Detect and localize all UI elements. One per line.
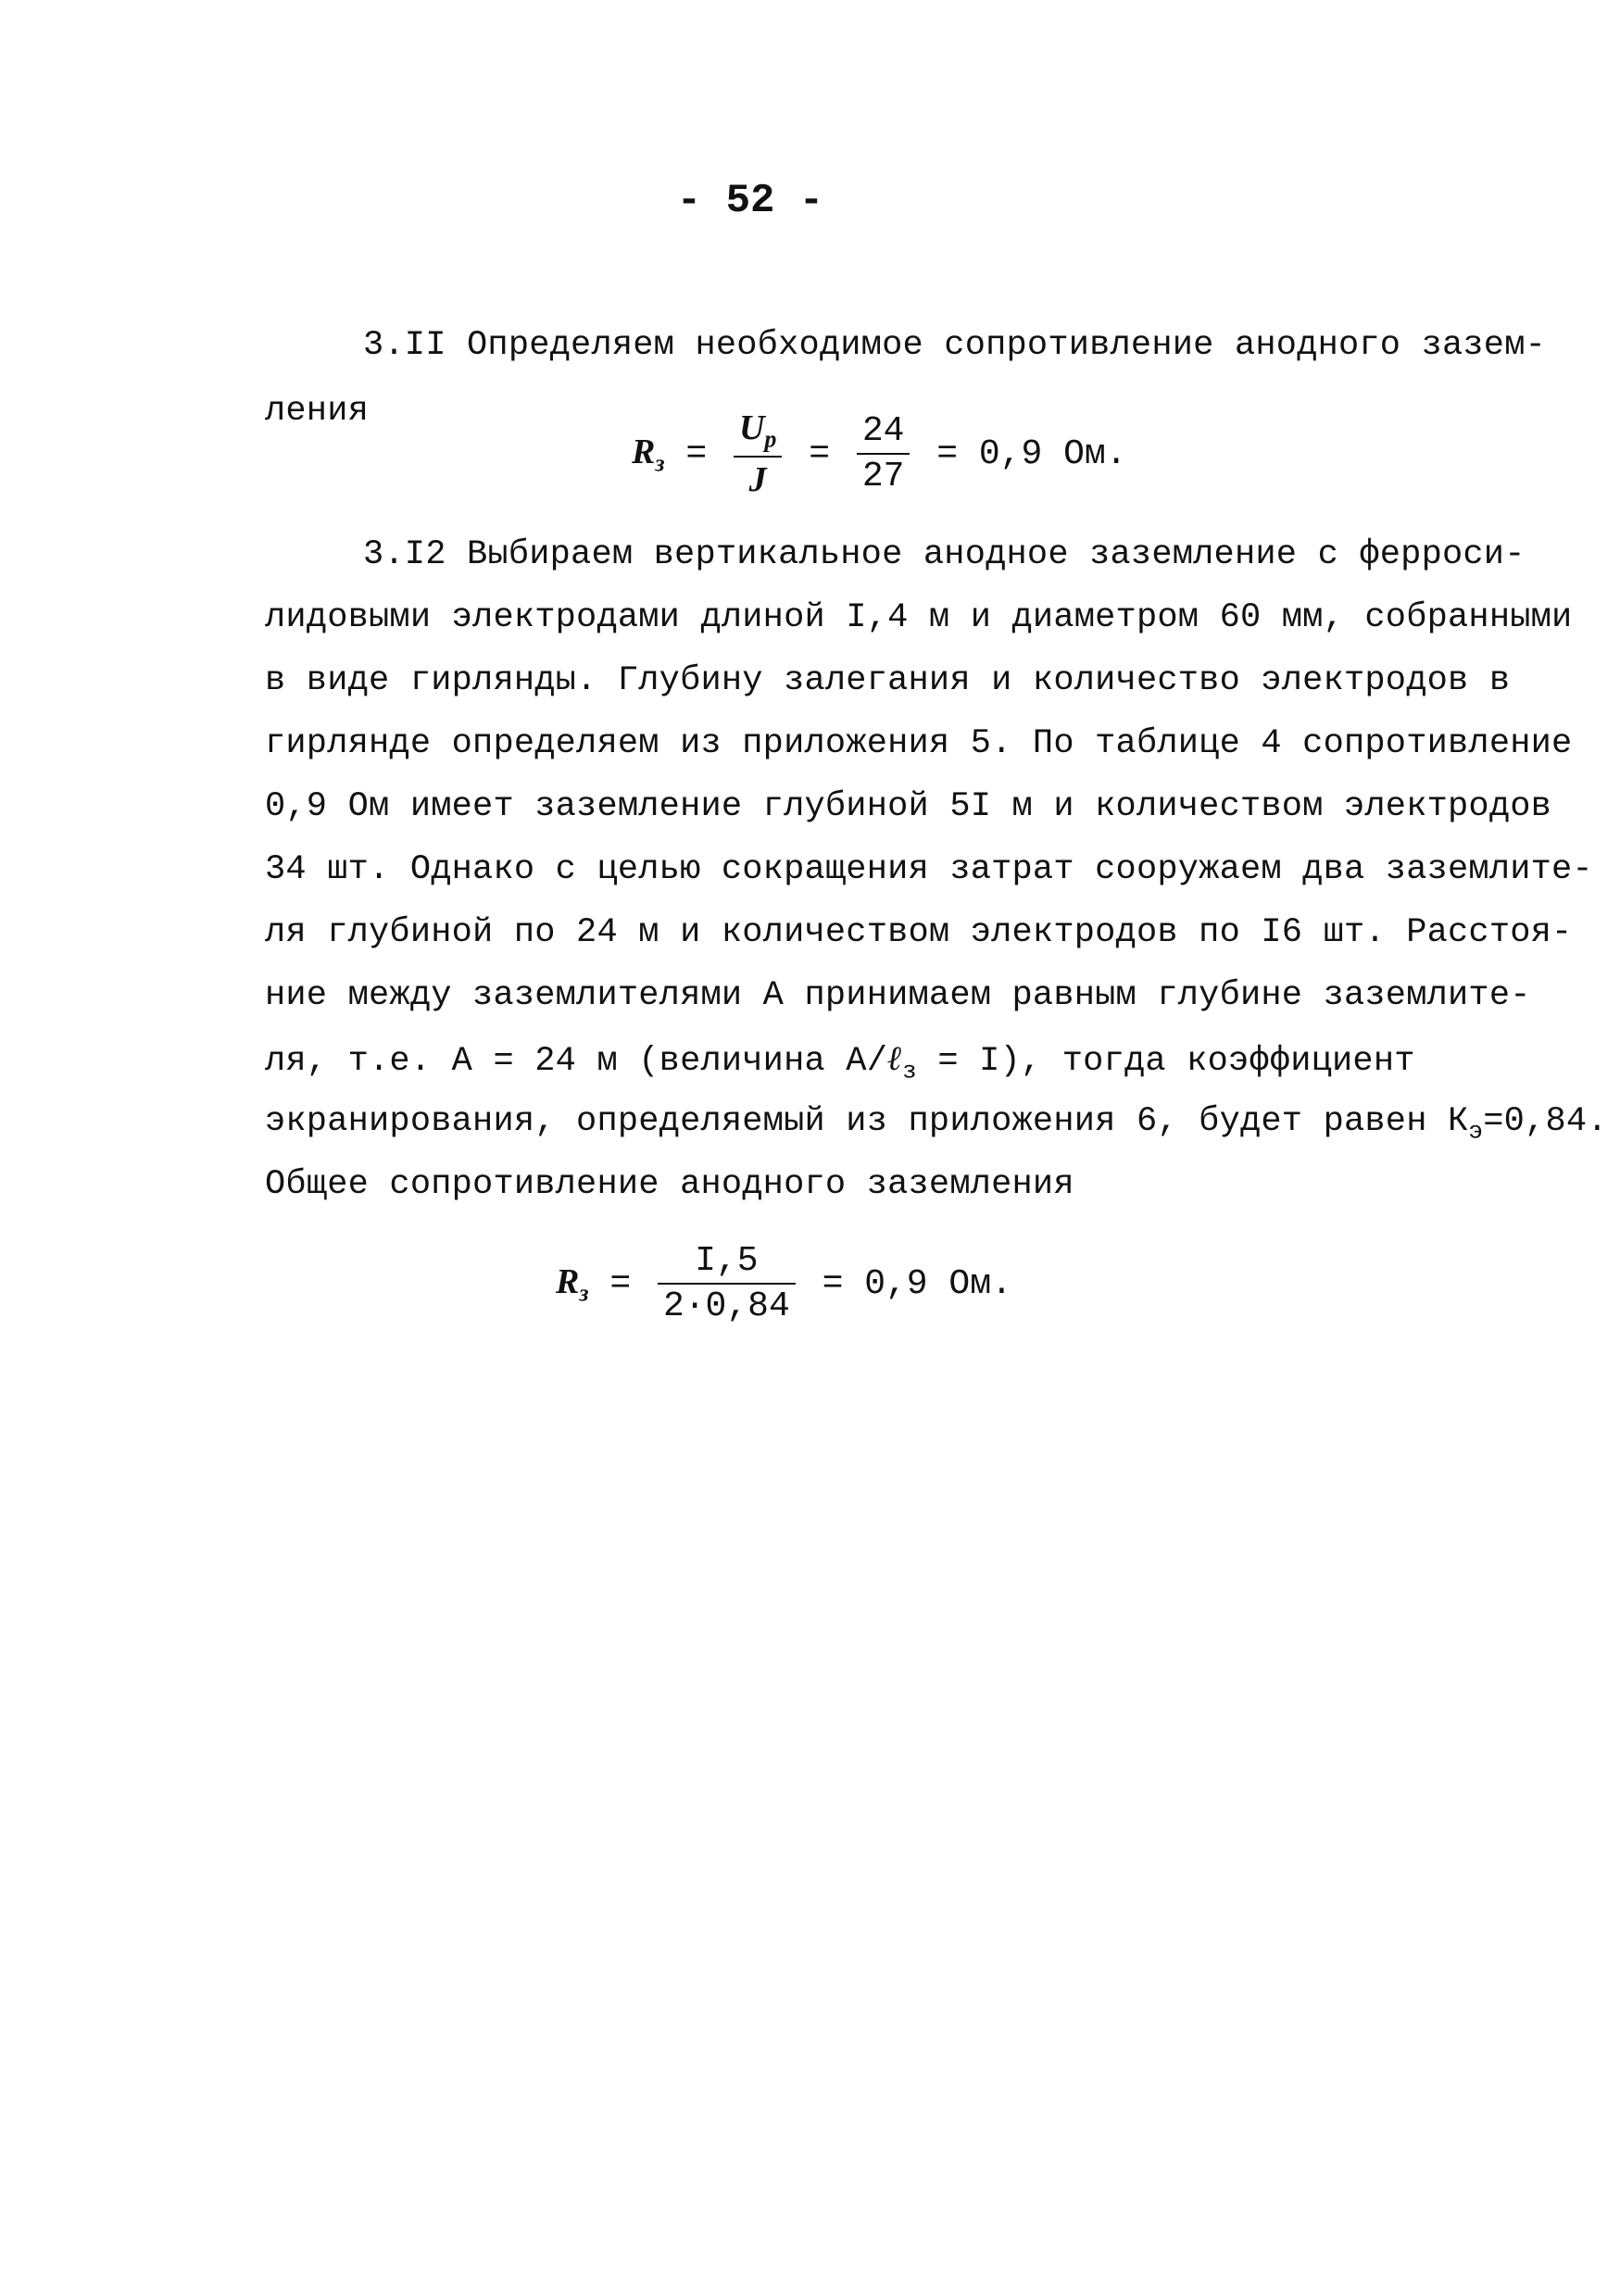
section-3-12-line-10 [265, 1102, 1608, 1145]
formula1-den1: J [748, 459, 767, 499]
line9-end: = I), тогда коэффициент [916, 1042, 1415, 1081]
line10-sub: э [1468, 1117, 1484, 1146]
formula1-fraction-1 [734, 408, 782, 500]
formula2-lhs: R [556, 1262, 580, 1302]
formula2-result: = 0,9 Ом. [822, 1264, 1012, 1305]
section-3-12-line-5: 0,9 Ом имеет заземление глубиной 5I м и количеством электродов [265, 787, 1552, 826]
line10-end: =0,84. [1483, 1102, 1608, 1141]
section-3-11-line-2: ления [265, 392, 370, 431]
line9-var: ℓ [887, 1040, 903, 1078]
formula1-lhs: R [632, 432, 656, 471]
page-number: - 52 - [676, 178, 824, 224]
formula2-eq: = [609, 1264, 632, 1305]
section-3-12-line-4: гирлянде определяем из приложения 5. По таблице 4 сопротивление [265, 724, 1573, 763]
formula1-lhs-sub: з [655, 449, 665, 477]
formula1-num2: 24 [857, 411, 910, 455]
formula1-num1-sub: р [764, 425, 777, 453]
section-3-11-line-1: 3.II Определяем необходимое сопротивление анодного зазем- [363, 326, 1547, 365]
section-3-12-line-11: Общее сопротивление анодного заземления [265, 1165, 1074, 1204]
formula2-lhs-sub: з [579, 1279, 589, 1307]
section-3-12-line-2: лидовыми электродами длиной I,4 м и диаметром 60 мм, собранными [265, 598, 1573, 637]
formula1-eq1: = [685, 433, 708, 474]
formula1-fraction-2 [857, 411, 910, 496]
formula2-fraction [658, 1241, 796, 1326]
section-3-12-line-3: в виде гирлянды. Глубину залегания и количество электродов в [265, 661, 1511, 700]
section-3-12-line-9 [265, 1039, 1415, 1085]
formula1-num1: U [738, 408, 765, 447]
formula1-eq2: = [809, 433, 831, 474]
section-3-12-line-8: ние между заземлителями A принимаем равным глубине заземлите- [265, 976, 1531, 1015]
formula1-result: = 0,9 Ом. [936, 433, 1127, 474]
section-3-12-line-7: ля глубиной по 24 м и количеством электродов по I6 шт. Расстоя- [265, 913, 1573, 952]
section-3-12-line-6: 34 шт. Однако с целью сокращения затрат сооружаем два заземлите- [265, 850, 1593, 889]
line9-start: ля, т.е. A = 24 м (величина A/ [265, 1042, 888, 1081]
formula-anode-resistance [632, 408, 1127, 500]
section-3-12-line-1: 3.I2 Выбираем вертикальное анодное заземление с ферроси- [363, 535, 1526, 574]
line9-sub: з [902, 1057, 917, 1085]
formula1-den2: 27 [861, 456, 905, 496]
formula2-den: 2·0,84 [662, 1286, 790, 1326]
formula-total-resistance [556, 1241, 1012, 1326]
formula2-num: I,5 [658, 1241, 796, 1285]
line10-start: экранирования, определяемый из приложения 6, будет равен К [265, 1102, 1469, 1141]
